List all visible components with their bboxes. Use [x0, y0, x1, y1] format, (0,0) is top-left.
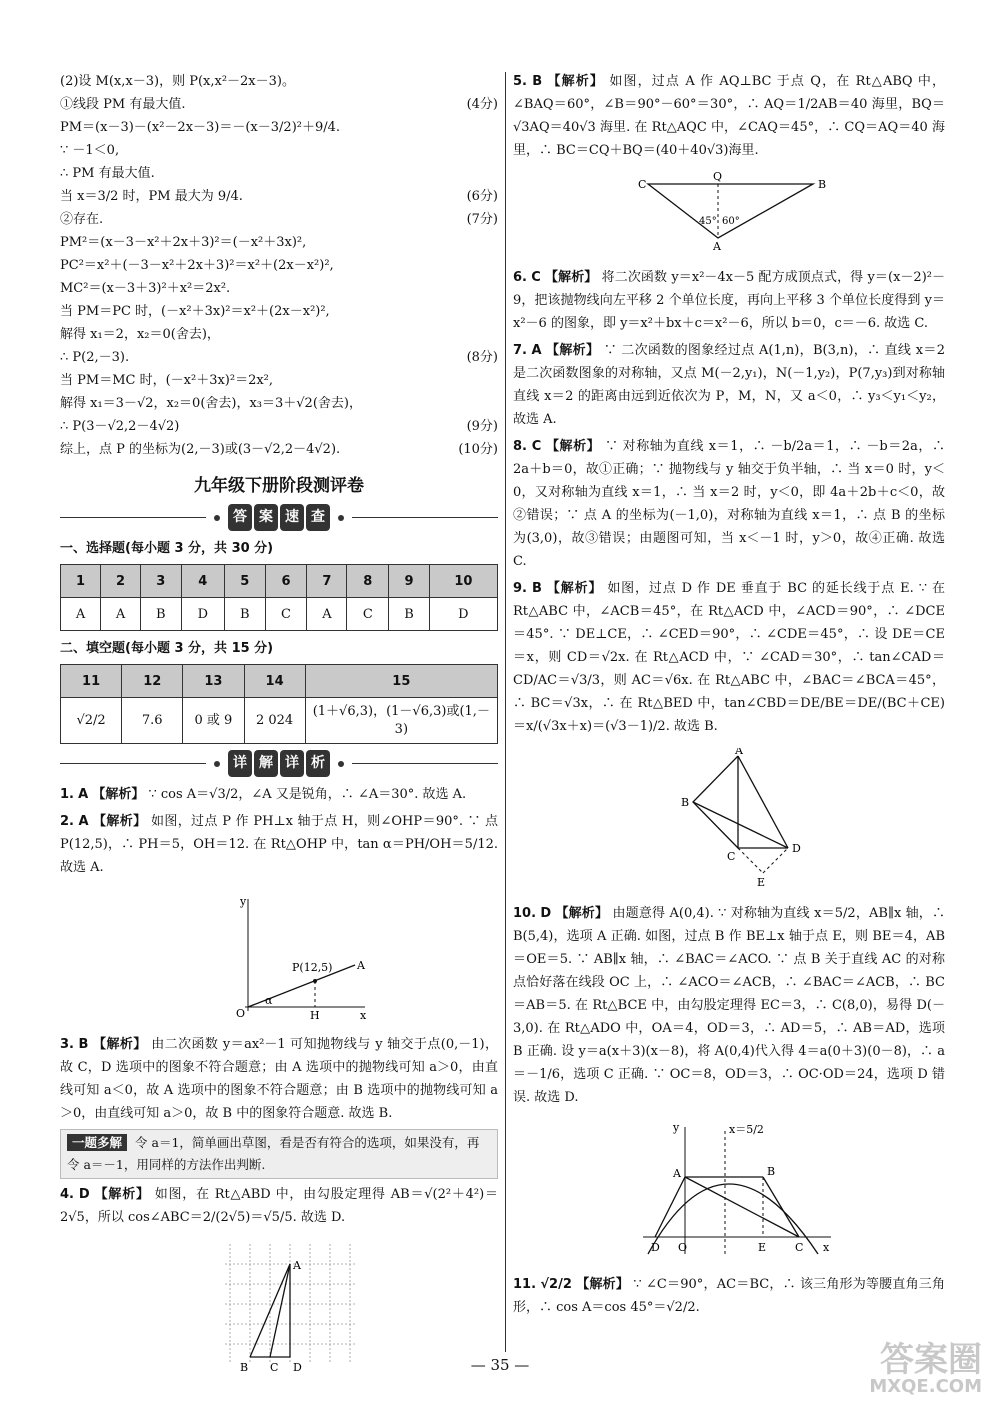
left-top-lines	[60, 70, 498, 461]
fig-label: O	[678, 1241, 688, 1254]
solution-line: 当 x＝3/2 时，PM 最大为 9/4. (6分)	[60, 189, 498, 204]
solution-line: ∴ P(2,－3). (8分)	[60, 350, 498, 365]
fig-label: y	[240, 895, 247, 908]
fig-label: x	[823, 1241, 830, 1254]
fig-label: E	[757, 876, 766, 888]
solution-line: 综上，点 P 的坐标为(2,－3)或(3－√2,2－4√2). (10分)	[60, 442, 498, 457]
solution-4: 4. D 【解析】 如图，在 Rt△ABD 中，由勾股定理得 AB＝√(2²＋4²)＝2√5，所以 cos∠ABC＝2/(2√5)＝√5/5. 故选 D.	[60, 1187, 498, 1225]
fig-label: E	[758, 1241, 767, 1254]
solution-11: 11. √2/2 【解析】 ∵ ∠C＝90°，AC＝BC，∴ 该三角形为等腰直角三角形，∴ cos A＝cos 45°＝√2/2.	[513, 1277, 945, 1315]
fig-label: O	[236, 1007, 246, 1019]
banner-char: 析	[306, 750, 330, 777]
solution-2: 2. A 【解析】 如图，过点 P 作 PH⊥x 轴于点 H，则∠OHP＝90°. ∵ 点P(12,5)，∴ PH＝5，OH＝12. 在 Rt△OHP 中，tan α＝PH/OH＝5/12. 故选 A.	[60, 814, 498, 875]
choice-answer-table: 1 2 3 4 5 6 7 8 9 10 A A B D B C A C B D	[60, 564, 498, 631]
fig-label: 45°	[699, 216, 717, 227]
fig-label: A	[673, 1167, 681, 1180]
solution-6: 6. C 【解析】 将二次函数 y＝x²－4x－5 配方成顶点式，得 y＝(x－2)²－9，把该抛物线向左平移 2 个单位长度，再向上平移 3 个单位长度得到 y＝x²－6 的图象，即 y＝x²＋bx＋c＝x²－6，所以 b＝0，c＝－6. 故选 C.	[513, 270, 945, 331]
banner-char: 速	[280, 504, 304, 531]
solution-line: 解得 x₁＝2，x₂＝0(舍去)，	[60, 327, 220, 342]
solution-line: PM²＝(x－3－x²＋2x＋3)²＝(－x²＋3x)²,	[60, 235, 307, 250]
solution-line: ∴ P(3－√2,2－4√2) (9分)	[60, 419, 498, 434]
right-column	[513, 70, 945, 1323]
fig-label: A	[713, 240, 721, 252]
solution-line: ∴ PM 有最大值.	[60, 166, 155, 181]
fig-label: C	[795, 1241, 804, 1254]
banner-char: 案	[254, 504, 278, 531]
solution-line: ①线段 PM 有最大值. (4分)	[60, 97, 498, 112]
solution-line: ②存在. (7分)	[60, 212, 498, 227]
fig-label: A	[357, 959, 365, 972]
fig-label: 60°	[722, 216, 740, 227]
figure-q5-triangle	[513, 172, 945, 252]
page-number: — 35 —	[470, 1356, 530, 1374]
fig-label: D	[792, 842, 801, 855]
solution-7: 7. A 【解析】 ∵ 二次函数的图象经过点 A(1,n)，B(3,n)，∴ 直线 x＝2 是二次函数图象的对称轴，又点 M(－2,y₁)，N(－1,y₂)，P(7,y₃)到对称轴直线 x＝2 的距离由远到近依次为 P，M，N，又 a＜0，∴ y₃＜y₁＜y₂，故选 A.	[513, 343, 945, 427]
fig-label: D	[293, 1361, 302, 1374]
detailed-analysis-banner	[60, 750, 498, 777]
fill-heading: 二、填空题(每小题 3 分，共 15 分)	[60, 641, 274, 656]
solution-line: 当 PM＝MC 时，(－x²＋3x)²＝2x²,	[60, 373, 274, 388]
figure-q4-grid	[60, 1239, 498, 1374]
figure-q10-parabola	[513, 1119, 945, 1259]
solution-5: 5. B 【解析】 如图，过点 A 作 AQ⊥BC 于点 Q，在 Rt△ABQ 中，∠BAQ＝60°，∠B＝90°－60°＝30°，∴ AQ＝1/2AB＝40 海里，BQ＝√3AQ＝40√3 海里. 在 Rt△AQC 中，∠CAQ＝45°，∴ CQ＝AQ＝40 海里，∴ BC＝CQ＋BQ＝(40＋40√3)海里.	[513, 74, 945, 158]
fig-label: D	[651, 1241, 660, 1254]
fig-label: A	[293, 1259, 301, 1272]
solution-line: (2)设 M(x,x－3)，则 P(x,x²－2x－3)。	[60, 74, 295, 89]
banner-char: 答	[228, 504, 252, 531]
multiple-solutions-tip: 一题多解 令 a＝1，简单画出草图，看是否有符合的选项，如果没有，再令 a＝－1，用同样的方法作出判断.	[60, 1129, 498, 1179]
fig-label: C	[638, 178, 647, 191]
solution-line: ∵ －1＜0,	[60, 143, 120, 158]
figure-q9-triangles	[513, 748, 945, 888]
solution-line: MC²＝(x－3＋3)²＋x²＝2x².	[60, 281, 231, 296]
left-column	[60, 70, 498, 1388]
fig-label: x＝5/2	[729, 1123, 764, 1136]
solution-line: 解得 x₁＝3－√2，x₂＝0(舍去)，x₃＝3＋√2(舍去)，	[60, 396, 362, 411]
fig-label: H	[310, 1009, 320, 1019]
solution-line: PM＝(x－3)－(x²－2x－3)＝－(x－3/2)²＋9/4.	[60, 120, 341, 135]
solution-3: 3. B 【解析】 由二次函数 y＝ax²－1 可知抛物线与 y 轴交于点(0,－1)，故 C，D 选项中的图象不符合题意；由 A 选项中的抛物线可知 a＞0，由直线可知 a＜0，故 A 选项中的图象不符合题意；由 B 选项中的抛物线可知 a＞0，由直线可知 a＞0，故 B 中的图象符合题意. 故选 B.	[60, 1037, 499, 1121]
fig-label: Q	[713, 172, 723, 183]
fig-label: y	[673, 1121, 680, 1134]
fig-label: α	[265, 994, 273, 1007]
fig-label: C	[270, 1361, 279, 1374]
solution-10: 10. D 【解析】 由题意得 A(0,4). ∵ 对称轴为直线 x＝5/2，AB∥x 轴，∴ B(5,4)，选项 A 正确. 如图，过点 B 作 BE⊥x 轴于点 E，则 BE＝4，AB＝OE＝5. ∵ AB∥x 轴，∴ ∠BAC＝∠ACO. ∵ 点 B 关于直线 AC 的对称点恰好落在线段 OC 上，∴ ∠ACO＝∠ACB，∴ ∠BAC＝∠ACB，∴ BC＝AB＝5. 在 Rt△BCE 中，由勾股定理得 EC＝3，∴ C(8,0)，易得 D(－3,0). 在 Rt△ADO 中，OA＝4，OD＝3，∴ AD＝5，∴ AB＝AD，选项 B 正确. 设 y＝a(x＋3)(x－8)，将 A(0,4)代入得 4＝a(0＋3)(0－8)，∴ a＝－1/6，选项 C 正确. ∵ OC＝8，OD＝3，∴ OC·OD＝24，选项 D 错误. 故选 D.	[513, 906, 945, 1105]
fig-label: C	[727, 850, 736, 863]
choice-heading: 一、选择题(每小题 3 分，共 30 分)	[60, 541, 274, 556]
fill-answer-table: 11 12 13 14 15 √2/2 7.6 0 或 9 2 024 (1＋√6,3)，(1－√6,3)或(1,－3)	[60, 664, 498, 744]
figure-q2-coordinate	[60, 889, 498, 1019]
fig-label: B	[681, 796, 690, 809]
answer-quick-banner	[60, 504, 498, 531]
column-divider	[505, 72, 506, 1352]
fig-label: B	[767, 1165, 776, 1178]
banner-char: 解	[254, 750, 278, 777]
fig-label: x	[360, 1009, 367, 1019]
banner-char: 详	[280, 750, 304, 777]
watermark-logo: 答案圈 MXQE.COM	[869, 1340, 982, 1397]
solution-9: 9. B 【解析】 如图，过点 D 作 DE 垂直于 BC 的延长线于点 E. ∵ 在 Rt△ABC 中，∠ACB＝45°，在 Rt△ACD 中，∠ACD＝90°，∴ ∠DCE＝45°. ∵ DE⊥CE，∴ ∠CED＝90°，∴ ∠CDE＝45°，∴ 设 DE＝CE＝x，则 CD＝√2x. 在 Rt△ACD 中，∵ ∠CAD＝30°，∴ tan∠CAD＝CD/AC＝√3/3，则 AC＝√6x. 在 Rt△ABC 中，∠BAC＝∠BCA＝45°，∴ BC＝√3x，∴ 在 Rt△BED 中，tan∠CBD＝DE/BE＝DE/(BC＋CE)＝x/(√3x＋x)＝(√3－1)/2. 故选 B.	[513, 581, 945, 734]
solution-8: 8. C 【解析】 ∵ 对称轴为直线 x＝1，∴ －b/2a＝1，∴ －b＝2a，∴ 2a＋b＝0，故①正确；∵ 抛物线与 y 轴交于负半轴，∴ 当 x＝0 时，y＜0，又对称轴为直线 x＝1，∴ 当 x＝2 时，y＜0，即 4a＋2b＋c＜0，故②错误；∵ 点 A 的坐标为(－1,0)，对称轴为直线 x＝1，∴ 点 B 的坐标为(3,0)，故③错误；由题图可知，当 x＜－1 时，y＞0，故④正确. 故选 C.	[513, 439, 945, 569]
banner-char: 查	[306, 504, 330, 531]
fig-label: B	[240, 1361, 249, 1374]
fig-label: P(12,5)	[292, 961, 333, 974]
fig-label: A	[735, 748, 743, 757]
solution-line: PC²＝x²＋(－3－x²＋2x＋3)²＝x²＋(2x－x²)²,	[60, 258, 334, 273]
section-title: 九年级下册阶段测评卷	[194, 476, 364, 496]
fig-label: B	[818, 178, 827, 191]
solution-1: 1. A 【解析】 ∵ cos A＝√3/2，∠A 又是锐角，∴ ∠A＝30°. 故选 A.	[60, 787, 467, 802]
banner-char: 详	[228, 750, 252, 777]
solution-line: 当 PM＝PC 时，(－x²＋3x)²＝x²＋(2x－x²)²,	[60, 304, 330, 319]
